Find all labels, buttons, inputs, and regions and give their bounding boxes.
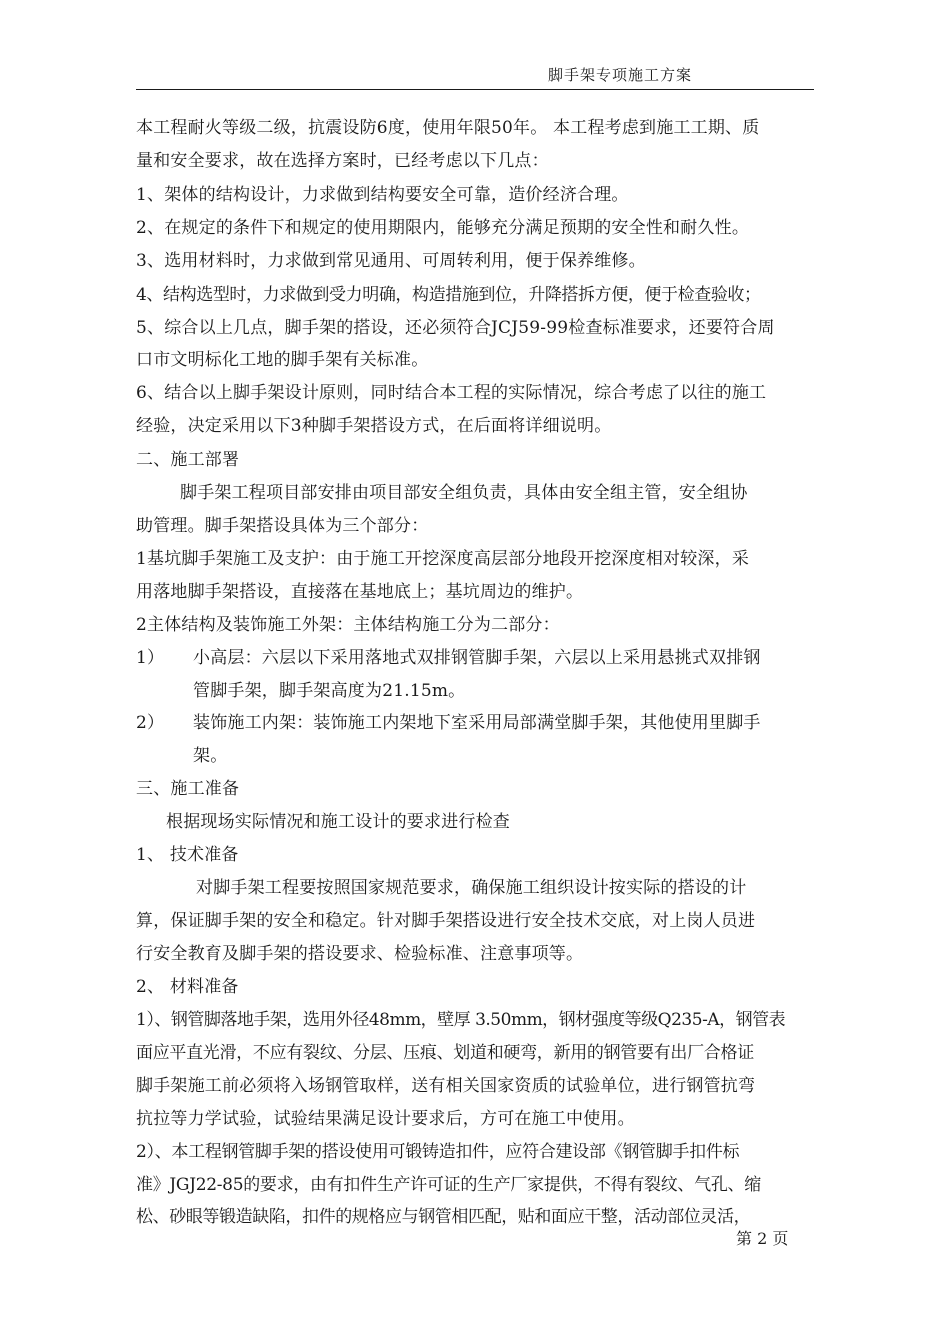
body-line: 小高层：六层以下采用落地式双排钢管脚手架，六层以上采用悬挑式双排钢 bbox=[193, 648, 761, 668]
list-marker: 1） bbox=[136, 648, 165, 668]
list-marker: 2） bbox=[136, 713, 165, 733]
body-line: 抗拉等力学试验，试验结果满足设计要求后，方可在施工中使用。 bbox=[136, 1109, 635, 1129]
header-divider bbox=[136, 89, 814, 90]
header-title: 脚手架专项施工方案 bbox=[547, 66, 692, 84]
subsection-heading: 2、 材料准备 bbox=[136, 977, 239, 997]
body-line: 6、结合以上脚手架设计原则，同时结合本工程的实际情况，综合考虑了以往的施工 bbox=[136, 383, 767, 403]
body-line: 1基坑脚手架施工及支护：由于施工开挖深度高层部分地段开挖深度相对较深，采 bbox=[136, 549, 750, 569]
body-line: 2主体结构及装饰施工外架：主体结构施工分为二部分： bbox=[136, 615, 560, 635]
body-line: 对脚手架工程要按照国家规范要求，确保施工组织设计按实际的搭设的计 bbox=[196, 878, 747, 898]
body-line: 脚手架工程项目部安排由项目部安全组负责，具体由安全组主管，安全组协 bbox=[180, 483, 748, 503]
page-number: 第 2 页 bbox=[736, 1229, 789, 1248]
body-line: 1）、钢管脚落地手架，选用外径48mm，壁厚 3.50mm，钢材强度等级Q235-A，钢管表 bbox=[136, 1010, 786, 1030]
body-line: 2）、本工程钢管脚手架的搭设使用可锻铸造扣件，应符合建设部《钢管脚手扣件标 bbox=[136, 1142, 740, 1162]
body-line: 1、架体的结构设计，力求做到结构要安全可靠，造价经济合理。 bbox=[136, 185, 629, 205]
body-line: 3、选用材料时，力求做到常见通用、可周转利用，便于保养维修。 bbox=[136, 251, 646, 271]
body-line: 2、在规定的条件下和规定的使用期限内，能够充分满足预期的安全性和耐久性。 bbox=[136, 218, 750, 238]
body-line: 算，保证脚手架的安全和稳定。针对脚手架搭设进行安全技术交底，对上岗人员进 bbox=[136, 911, 756, 931]
body-line: 本工程耐火等级二级，抗震设防6度，使用年限50年。 本工程考虑到施工工期、质 bbox=[136, 118, 760, 138]
body-line: 4、结构选型时，力求做到受力明确，构造措施到位，升降搭拆方便，便于检查验收； bbox=[136, 285, 761, 305]
body-line: 松、砂眼等锻造缺陷，扣件的规格应与钢管相匹配，贴和面应干整，活动部位灵活， bbox=[136, 1207, 751, 1227]
body-line: 准》JGJ22-85的要求，由有扣件生产许可证的生产厂家提供，不得有裂纹、气孔、缩 bbox=[136, 1175, 761, 1195]
body-line: 口市文明标化工地的脚手架有关标准。 bbox=[136, 350, 429, 370]
body-line: 装饰施工内架：装饰施工内架地下室采用局部满堂脚手架，其他使用里脚手 bbox=[193, 713, 761, 733]
body-line: 量和安全要求，故在选择方案时，已经考虑以下几点： bbox=[136, 151, 549, 171]
body-line: 用落地脚手架搭设，直接落在基地底上；基坑周边的维护。 bbox=[136, 582, 584, 602]
body-line: 脚手架施工前必须将入场钢管取样，送有相关国家资质的试验单位，进行钢管抗弯 bbox=[136, 1076, 756, 1096]
body-line: 5、综合以上几点，脚手架的搭设，还必须符合JCJ59-99检查标准要求，还要符合周 bbox=[136, 318, 775, 338]
body-line: 管脚手架，脚手架高度为21.15m。 bbox=[193, 681, 466, 701]
body-line: 经验，决定采用以下3种脚手架搭设方式，在后面将详细说明。 bbox=[136, 416, 612, 436]
section-heading: 二、施工部署 bbox=[136, 450, 240, 470]
body-line: 行安全教育及脚手架的搭设要求、检验标准、注意事项等。 bbox=[136, 944, 584, 964]
body-line: 架。 bbox=[193, 746, 228, 766]
body-line: 根据现场实际情况和施工设计的要求进行检查 bbox=[166, 812, 510, 832]
body-line: 助管理。脚手架搭设具体为三个部分： bbox=[136, 516, 429, 536]
body-line: 面应平直光滑，不应有裂纹、分层、压痕、划道和硬弯，新用的钢管要有出厂合格证 bbox=[136, 1043, 754, 1063]
section-heading: 三、施工准备 bbox=[136, 779, 240, 799]
subsection-heading: 1、 技术准备 bbox=[136, 845, 239, 865]
